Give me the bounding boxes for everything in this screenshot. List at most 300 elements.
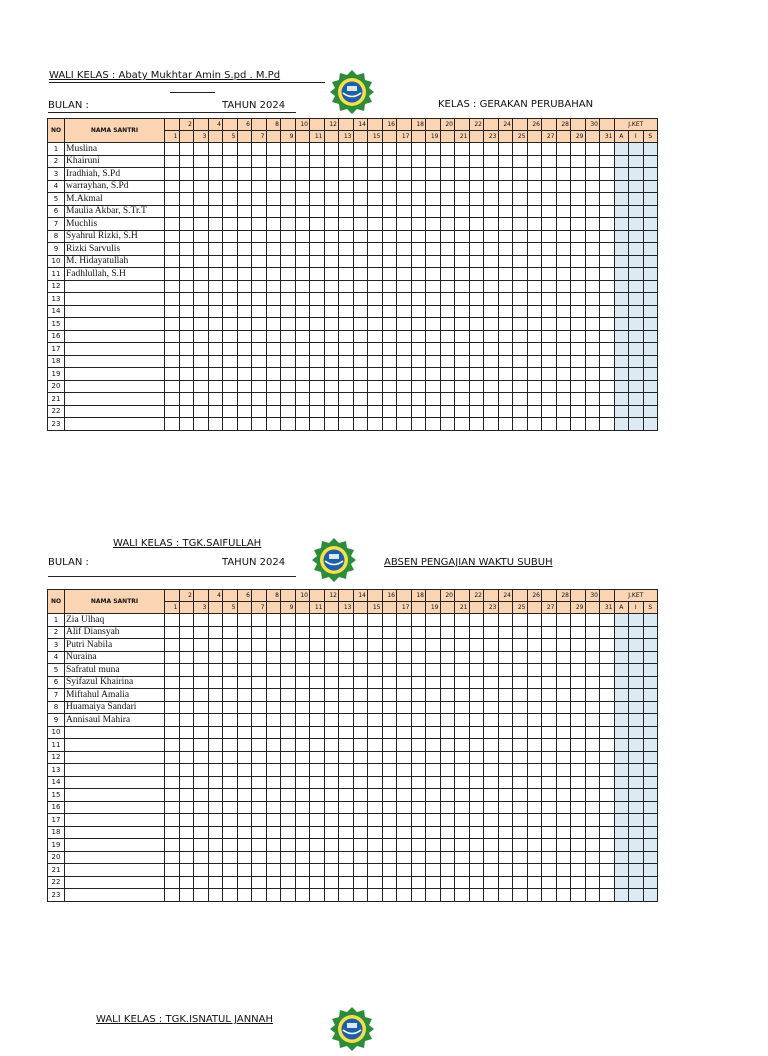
attendance-cell [455, 726, 470, 739]
attendance-cell [194, 418, 209, 431]
attendance-cell [237, 776, 252, 789]
attendance-cell [600, 330, 615, 343]
attendance-cell [527, 664, 542, 677]
day-header: 31 [600, 602, 615, 614]
attendance-cell [455, 639, 470, 652]
attendance-cell [266, 701, 281, 714]
attendance-cell [542, 368, 557, 381]
attendance-cell [585, 764, 600, 777]
attendance-cell [281, 626, 296, 639]
attendance-cell [353, 418, 368, 431]
attendance-cell [542, 614, 557, 627]
attendance-cell [165, 701, 180, 714]
santri-name: Miftahul Amalia [65, 689, 165, 702]
attendance-cell [324, 143, 339, 156]
attendance-cell [281, 826, 296, 839]
attendance-cell [295, 801, 310, 814]
attendance-cell [266, 739, 281, 752]
attendance-cell [281, 639, 296, 652]
ket-a-cell [614, 726, 629, 739]
attendance-cell [585, 393, 600, 406]
attendance-cell [455, 355, 470, 368]
attendance-cell [179, 168, 194, 181]
attendance-cell [411, 418, 426, 431]
attendance-cell [165, 801, 180, 814]
attendance-cell [556, 864, 571, 877]
santri-name [65, 280, 165, 293]
attendance-cell [252, 268, 267, 281]
day-header [281, 119, 296, 131]
attendance-cell [498, 801, 513, 814]
attendance-cell [440, 168, 455, 181]
attendance-cell [571, 826, 586, 839]
attendance-cell [295, 739, 310, 752]
attendance-cell [353, 726, 368, 739]
attendance-cell [571, 418, 586, 431]
attendance-cell [527, 305, 542, 318]
attendance-cell [411, 764, 426, 777]
attendance-cell [165, 205, 180, 218]
attendance-cell [324, 218, 339, 231]
attendance-cell [223, 689, 238, 702]
attendance-cell [266, 380, 281, 393]
attendance-cell [484, 839, 499, 852]
attendance-cell [397, 418, 412, 431]
attendance-cell [237, 751, 252, 764]
ket-s-cell [643, 801, 658, 814]
attendance-cell [440, 826, 455, 839]
attendance-cell [266, 205, 281, 218]
attendance-cell [368, 155, 383, 168]
attendance-cell [527, 355, 542, 368]
attendance-cell [469, 180, 484, 193]
attendance-cell [513, 889, 528, 902]
attendance-cell [310, 155, 325, 168]
attendance-cell [237, 651, 252, 664]
day-header [542, 590, 557, 602]
attendance-cell [252, 639, 267, 652]
attendance-cell [426, 751, 441, 764]
attendance-cell [498, 380, 513, 393]
attendance-cell [556, 626, 571, 639]
attendance-cell [266, 651, 281, 664]
row-number: 20 [48, 380, 65, 393]
ket-i-cell [629, 739, 644, 752]
row-number: 4 [48, 651, 65, 664]
attendance-cell [194, 405, 209, 418]
attendance-cell [513, 393, 528, 406]
attendance-cell [223, 393, 238, 406]
attendance-cell [237, 143, 252, 156]
attendance-cell [498, 626, 513, 639]
attendance-cell [223, 851, 238, 864]
attendance-cell [397, 739, 412, 752]
attendance-cell [368, 651, 383, 664]
attendance-cell [455, 739, 470, 752]
attendance-cell [165, 405, 180, 418]
attendance-cell [339, 689, 354, 702]
attendance-cell [455, 418, 470, 431]
attendance-cell [179, 814, 194, 827]
attendance-cell [542, 405, 557, 418]
attendance-cell [411, 664, 426, 677]
attendance-cell [194, 851, 209, 864]
ket-i-cell [629, 614, 644, 627]
attendance-cell [542, 626, 557, 639]
day-header [527, 131, 542, 143]
day-header: 28 [556, 119, 571, 131]
day-header [252, 119, 267, 131]
attendance-cell [295, 268, 310, 281]
attendance-cell [266, 839, 281, 852]
attendance-cell [281, 180, 296, 193]
table-row [48, 305, 658, 318]
attendance-cell [324, 168, 339, 181]
attendance-cell [440, 839, 455, 852]
attendance-cell [165, 380, 180, 393]
attendance-cell [339, 801, 354, 814]
attendance-cell [353, 851, 368, 864]
table-row [48, 418, 658, 431]
table-row [48, 218, 658, 231]
ket-i-cell [629, 355, 644, 368]
ket-s-cell [643, 664, 658, 677]
attendance-cell [339, 626, 354, 639]
attendance-cell [339, 851, 354, 864]
attendance-cell [295, 180, 310, 193]
attendance-cell [585, 776, 600, 789]
attendance-cell [295, 626, 310, 639]
attendance-cell [411, 714, 426, 727]
attendance-cell [194, 714, 209, 727]
attendance-cell [223, 864, 238, 877]
attendance-cell [484, 776, 499, 789]
attendance-cell [411, 626, 426, 639]
ket-i-cell [629, 676, 644, 689]
ket-s-cell [643, 826, 658, 839]
attendance-cell [324, 814, 339, 827]
ket-s-cell [643, 393, 658, 406]
day-header [194, 590, 209, 602]
attendance-cell [527, 626, 542, 639]
attendance-cell [484, 826, 499, 839]
attendance-cell [295, 789, 310, 802]
attendance-cell [339, 305, 354, 318]
attendance-cell [179, 418, 194, 431]
attendance-cell [295, 343, 310, 356]
attendance-cell [353, 739, 368, 752]
day-header [339, 590, 354, 602]
attendance-cell [368, 280, 383, 293]
attendance-cell [179, 280, 194, 293]
attendance-cell [585, 739, 600, 752]
attendance-cell [527, 343, 542, 356]
attendance-cell [585, 839, 600, 852]
ket-a-cell [614, 714, 629, 727]
attendance-cell [310, 639, 325, 652]
attendance-cell [411, 368, 426, 381]
attendance-cell [585, 405, 600, 418]
attendance-cell [266, 689, 281, 702]
attendance-cell [208, 168, 223, 181]
attendance-cell [556, 280, 571, 293]
attendance-cell [600, 651, 615, 664]
ket-a-cell [614, 676, 629, 689]
attendance-cell [208, 714, 223, 727]
attendance-cell [455, 305, 470, 318]
attendance-cell [571, 839, 586, 852]
attendance-cell [281, 318, 296, 331]
day-header: 7 [252, 602, 267, 614]
attendance-cell [585, 664, 600, 677]
attendance-cell [237, 330, 252, 343]
ket-i-cell [629, 393, 644, 406]
attendance-cell [281, 739, 296, 752]
ket-i-cell [629, 243, 644, 256]
attendance-cell [179, 789, 194, 802]
day-header: 16 [382, 590, 397, 602]
day-header [237, 131, 252, 143]
attendance-cell [382, 689, 397, 702]
attendance-cell [542, 243, 557, 256]
attendance-cell [411, 789, 426, 802]
attendance-cell [527, 651, 542, 664]
attendance-cell [513, 405, 528, 418]
attendance-cell [339, 614, 354, 627]
attendance-cell [266, 864, 281, 877]
attendance-cell [266, 626, 281, 639]
attendance-cell [469, 826, 484, 839]
attendance-cell [281, 839, 296, 852]
attendance-cell [411, 218, 426, 231]
attendance-cell [310, 751, 325, 764]
attendance-cell [237, 255, 252, 268]
ket-a-cell [614, 230, 629, 243]
ket-a-cell [614, 143, 629, 156]
santri-name [65, 380, 165, 393]
attendance-cell [469, 814, 484, 827]
ket-i-cell [629, 418, 644, 431]
ket-a-cell [614, 330, 629, 343]
attendance-cell [382, 255, 397, 268]
attendance-cell [571, 393, 586, 406]
attendance-cell [585, 155, 600, 168]
attendance-cell [556, 739, 571, 752]
attendance-cell [310, 143, 325, 156]
attendance-cell [339, 764, 354, 777]
attendance-cell [455, 651, 470, 664]
attendance-cell [252, 418, 267, 431]
attendance-cell [484, 155, 499, 168]
attendance-cell [527, 614, 542, 627]
attendance-cell [513, 864, 528, 877]
attendance-cell [469, 764, 484, 777]
attendance-cell [556, 664, 571, 677]
attendance-cell [397, 255, 412, 268]
attendance-cell [179, 864, 194, 877]
attendance-cell [324, 651, 339, 664]
class-title: KELAS : GERAKAN PERUBAHAN [438, 99, 594, 110]
attendance-cell [165, 814, 180, 827]
attendance-cell [281, 205, 296, 218]
attendance-cell [513, 776, 528, 789]
attendance-cell [208, 889, 223, 902]
attendance-cell [469, 405, 484, 418]
attendance-cell [194, 243, 209, 256]
attendance-cell [165, 318, 180, 331]
attendance-cell [600, 305, 615, 318]
attendance-cell [324, 193, 339, 206]
attendance-cell [165, 168, 180, 181]
day-header: 21 [455, 131, 470, 143]
attendance-cell [208, 826, 223, 839]
attendance-cell [382, 801, 397, 814]
attendance-cell [368, 168, 383, 181]
attendance-cell [498, 876, 513, 889]
attendance-cell [527, 168, 542, 181]
attendance-cell [353, 230, 368, 243]
attendance-cell [484, 751, 499, 764]
attendance-cell [484, 876, 499, 889]
day-header: 11 [310, 131, 325, 143]
attendance-cell [237, 726, 252, 739]
attendance-cell [281, 751, 296, 764]
attendance-cell [324, 614, 339, 627]
attendance-cell [194, 393, 209, 406]
attendance-cell [513, 689, 528, 702]
ket-a-cell [614, 318, 629, 331]
attendance-cell [353, 764, 368, 777]
attendance-cell [310, 664, 325, 677]
attendance-cell [281, 368, 296, 381]
attendance-cell [165, 876, 180, 889]
attendance-cell [223, 180, 238, 193]
attendance-cell [411, 639, 426, 652]
attendance-cell [339, 889, 354, 902]
attendance-cell [397, 801, 412, 814]
attendance-cell [223, 701, 238, 714]
attendance-cell [281, 243, 296, 256]
attendance-cell [484, 180, 499, 193]
attendance-cell [542, 193, 557, 206]
attendance-cell [556, 689, 571, 702]
wali-kelas-label: WALI KELAS : Abaty Mukhtar Amin S.pd . M.Pd [49, 70, 281, 81]
attendance-cell [542, 218, 557, 231]
attendance-cell [208, 864, 223, 877]
attendance-cell [513, 751, 528, 764]
attendance-cell [252, 651, 267, 664]
attendance-cell [411, 614, 426, 627]
attendance-cell [382, 876, 397, 889]
attendance-cell [484, 380, 499, 393]
attendance-cell [339, 355, 354, 368]
attendance-cell [513, 676, 528, 689]
attendance-cell [600, 380, 615, 393]
attendance-cell [310, 814, 325, 827]
attendance-cell [498, 143, 513, 156]
table-row [48, 676, 658, 689]
attendance-cell [295, 330, 310, 343]
ket-i-cell [629, 839, 644, 852]
attendance-cell [571, 405, 586, 418]
attendance-cell [455, 155, 470, 168]
attendance-cell [571, 651, 586, 664]
attendance-cell [324, 205, 339, 218]
row-number: 5 [48, 193, 65, 206]
tahun-label: TAHUN 2024 [222, 557, 286, 568]
attendance-cell [165, 626, 180, 639]
attendance-cell [208, 639, 223, 652]
attendance-cell [440, 864, 455, 877]
attendance-cell [469, 864, 484, 877]
attendance-cell [382, 368, 397, 381]
attendance-cell [179, 639, 194, 652]
attendance-cell [397, 851, 412, 864]
ket-i-cell [629, 814, 644, 827]
attendance-cell [382, 826, 397, 839]
attendance-cell [324, 180, 339, 193]
attendance-cell [440, 243, 455, 256]
attendance-cell [585, 614, 600, 627]
santri-name: Muchlis [65, 218, 165, 231]
attendance-cell [498, 851, 513, 864]
attendance-cell [165, 689, 180, 702]
row-number: 9 [48, 243, 65, 256]
ket-s-cell [643, 639, 658, 652]
ket-s-cell [643, 168, 658, 181]
row-number: 7 [48, 218, 65, 231]
attendance-cell [310, 726, 325, 739]
attendance-cell [600, 664, 615, 677]
attendance-cell [252, 676, 267, 689]
attendance-cell [165, 889, 180, 902]
santri-name [65, 355, 165, 368]
attendance-cell [295, 889, 310, 902]
attendance-cell [469, 230, 484, 243]
attendance-cell [556, 405, 571, 418]
attendance-cell [310, 293, 325, 306]
attendance-cell [339, 318, 354, 331]
attendance-cell [324, 255, 339, 268]
attendance-cell [469, 268, 484, 281]
attendance-cell [513, 305, 528, 318]
attendance-cell [513, 626, 528, 639]
attendance-cell [556, 330, 571, 343]
attendance-cell [324, 689, 339, 702]
attendance-cell [455, 689, 470, 702]
attendance-cell [600, 689, 615, 702]
day-header: 27 [542, 602, 557, 614]
attendance-cell [556, 230, 571, 243]
ket-s-cell [643, 876, 658, 889]
attendance-cell [310, 405, 325, 418]
attendance-cell [600, 268, 615, 281]
day-header [498, 602, 513, 614]
attendance-cell [498, 889, 513, 902]
attendance-cell [382, 180, 397, 193]
attendance-cell [411, 776, 426, 789]
attendance-cell [223, 418, 238, 431]
santri-name [65, 826, 165, 839]
attendance-cell [266, 368, 281, 381]
attendance-cell [527, 393, 542, 406]
attendance-cell [252, 664, 267, 677]
attendance-cell [194, 776, 209, 789]
attendance-cell [382, 639, 397, 652]
attendance-cell [469, 626, 484, 639]
attendance-cell [556, 380, 571, 393]
attendance-cell [571, 851, 586, 864]
